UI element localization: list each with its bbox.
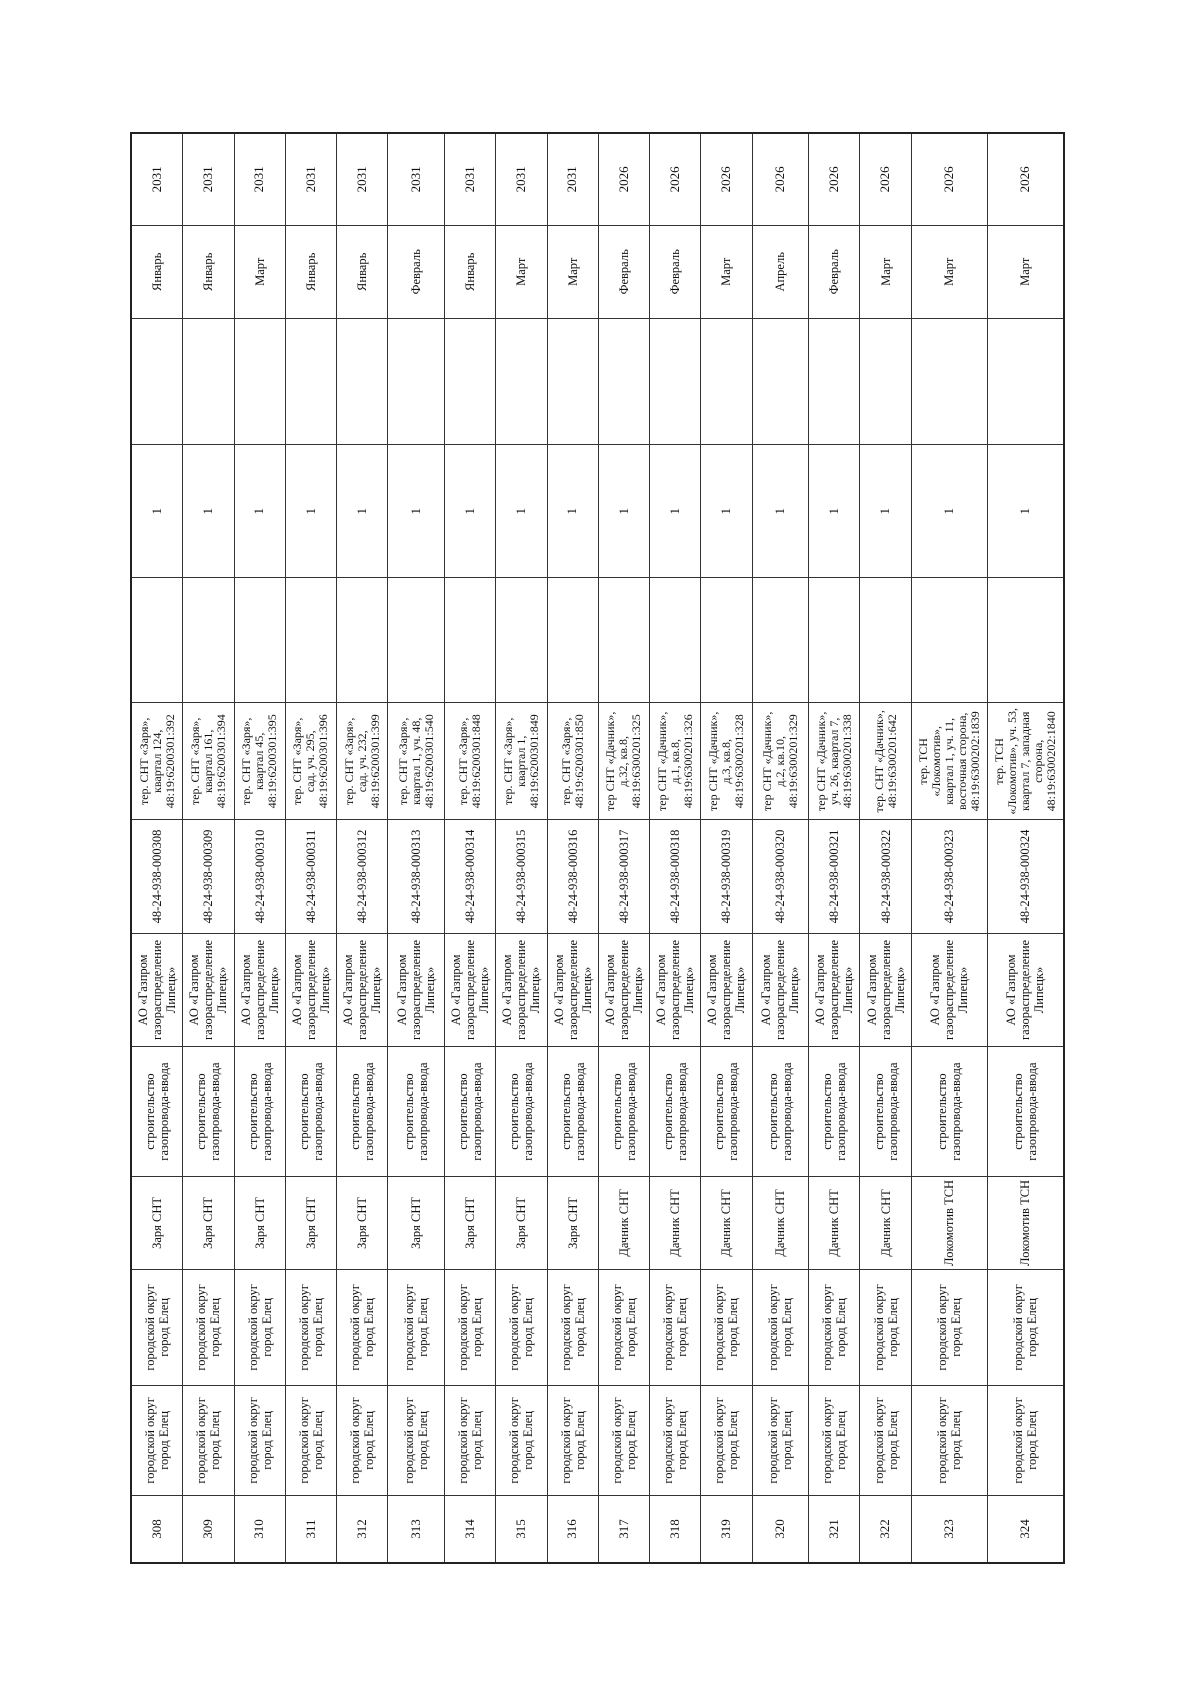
quantity-cell: 1 bbox=[388, 445, 445, 578]
object-code-cell: 48-24-938-000321 bbox=[809, 820, 860, 934]
organization-cell: АО «Газпром газораспределение Липецк» bbox=[650, 933, 701, 1047]
quantity-cell: 1 bbox=[445, 445, 496, 578]
empty-cell bbox=[234, 578, 285, 703]
settlement-cell: городской округ город Елец bbox=[650, 1270, 701, 1386]
table-row bbox=[131, 133, 183, 1563]
empty-cell bbox=[650, 318, 701, 444]
work-type-cell: строительство газопровода-ввода bbox=[987, 1047, 1064, 1177]
address-cell: тер. ТСН «Локомотив», уч. 53, квартал 7, западная сторона, 48:19:6300202:1840 bbox=[987, 703, 1064, 820]
table-row bbox=[445, 133, 496, 1563]
gas-connection-table bbox=[130, 132, 1065, 1564]
table-row bbox=[337, 133, 388, 1563]
object-code-cell: 48-24-938-000312 bbox=[337, 820, 388, 934]
row-number: 315 bbox=[496, 1496, 547, 1563]
quantity-cell: 1 bbox=[234, 445, 285, 578]
organization-cell: АО «Газпром газораспределение Липецк» bbox=[285, 933, 336, 1047]
municipal-district-cell: городской округ город Елец bbox=[598, 1385, 649, 1495]
object-code-cell: 48-24-938-000311 bbox=[285, 820, 336, 934]
empty-cell bbox=[650, 578, 701, 703]
object-name-cell: Заря СНТ bbox=[388, 1176, 445, 1269]
object-code-cell: 48-24-938-000319 bbox=[701, 820, 752, 934]
table-row bbox=[911, 133, 987, 1563]
row-number: 311 bbox=[285, 1496, 336, 1563]
month-cell: Март bbox=[547, 225, 598, 318]
row-number: 323 bbox=[911, 1496, 987, 1563]
address-cell: тер СНТ «Дачник», д.2, кв.10, 48:19:6300201:329 bbox=[752, 703, 809, 820]
quantity-cell: 1 bbox=[701, 445, 752, 578]
empty-cell bbox=[388, 578, 445, 703]
row-number: 319 bbox=[701, 1496, 752, 1563]
object-code-cell: 48-24-938-000308 bbox=[131, 820, 183, 934]
object-code-cell: 48-24-938-000322 bbox=[860, 820, 911, 934]
month-cell: Март bbox=[234, 225, 285, 318]
organization-cell: АО «Газпром газораспределение Липецк» bbox=[752, 933, 809, 1047]
table-row bbox=[809, 133, 860, 1563]
object-name-cell: Дачник СНТ bbox=[701, 1176, 752, 1269]
row-number: 317 bbox=[598, 1496, 649, 1563]
organization-cell: АО «Газпром газораспределение Липецк» bbox=[911, 933, 987, 1047]
empty-cell bbox=[337, 318, 388, 444]
organization-cell: АО «Газпром газораспределение Липецк» bbox=[701, 933, 752, 1047]
object-name-cell: Дачник СНТ bbox=[598, 1176, 649, 1269]
empty-cell bbox=[598, 318, 649, 444]
work-type-cell: строительство газопровода-ввода bbox=[598, 1047, 649, 1177]
table-row bbox=[388, 133, 445, 1563]
quantity-cell: 1 bbox=[752, 445, 809, 578]
municipal-district-cell: городской округ город Елец bbox=[987, 1385, 1064, 1495]
empty-cell bbox=[752, 578, 809, 703]
municipal-district-cell: городской округ город Елец bbox=[131, 1385, 183, 1495]
year-cell: 2031 bbox=[445, 133, 496, 225]
month-cell: Февраль bbox=[809, 225, 860, 318]
settlement-cell: городской округ город Елец bbox=[285, 1270, 336, 1386]
address-cell: тер СНТ «Дачник», д.3, кв.8, 48:19:6300201:328 bbox=[701, 703, 752, 820]
address-cell: тер. СНТ «Заря», 48:19:6200301:850 bbox=[547, 703, 598, 820]
work-type-cell: строительство газопровода-ввода bbox=[547, 1047, 598, 1177]
empty-cell bbox=[496, 318, 547, 444]
year-cell: 2031 bbox=[547, 133, 598, 225]
work-type-cell: строительство газопровода-ввода bbox=[701, 1047, 752, 1177]
object-name-cell: Заря СНТ bbox=[234, 1176, 285, 1269]
municipal-district-cell: городской округ город Елец bbox=[337, 1385, 388, 1495]
empty-cell bbox=[496, 578, 547, 703]
year-cell: 2031 bbox=[285, 133, 336, 225]
row-number: 320 bbox=[752, 1496, 809, 1563]
settlement-cell: городской округ город Елец bbox=[809, 1270, 860, 1386]
month-cell: Февраль bbox=[388, 225, 445, 318]
table-row bbox=[701, 133, 752, 1563]
municipal-district-cell: городской округ город Елец bbox=[183, 1385, 234, 1495]
object-name-cell: Дачник СНТ bbox=[860, 1176, 911, 1269]
address-cell: тер СНТ «Дачник», д.1, кв.8, 48:19:6300201:326 bbox=[650, 703, 701, 820]
row-number: 318 bbox=[650, 1496, 701, 1563]
table-row bbox=[496, 133, 547, 1563]
empty-cell bbox=[131, 578, 183, 703]
address-cell: тер. СНТ «Заря», квартал 45, 48:19:6200301:395 bbox=[234, 703, 285, 820]
work-type-cell: строительство газопровода-ввода bbox=[650, 1047, 701, 1177]
year-cell: 2026 bbox=[701, 133, 752, 225]
work-type-cell: строительство газопровода-ввода bbox=[911, 1047, 987, 1177]
row-number: 313 bbox=[388, 1496, 445, 1563]
object-name-cell: Заря СНТ bbox=[183, 1176, 234, 1269]
object-name-cell: Дачник СНТ bbox=[809, 1176, 860, 1269]
table-row bbox=[285, 133, 336, 1563]
address-cell: тер. СНТ «Заря», квартал 161, 48:19:6200301:394 bbox=[183, 703, 234, 820]
organization-cell: АО «Газпром газораспределение Липецк» bbox=[809, 933, 860, 1047]
month-cell: Январь bbox=[131, 225, 183, 318]
empty-cell bbox=[860, 578, 911, 703]
year-cell: 2026 bbox=[987, 133, 1064, 225]
month-cell: Март bbox=[496, 225, 547, 318]
row-number: 314 bbox=[445, 1496, 496, 1563]
municipal-district-cell: городской округ город Елец bbox=[911, 1385, 987, 1495]
municipal-district-cell: городской округ город Елец bbox=[285, 1385, 336, 1495]
organization-cell: АО «Газпром газораспределение Липецк» bbox=[445, 933, 496, 1047]
table-row bbox=[183, 133, 234, 1563]
object-code-cell: 48-24-938-000316 bbox=[547, 820, 598, 934]
settlement-cell: городской округ город Елец bbox=[987, 1270, 1064, 1386]
object-code-cell: 48-24-938-000318 bbox=[650, 820, 701, 934]
organization-cell: АО «Газпром газораспределение Липецк» bbox=[987, 933, 1064, 1047]
month-cell: Февраль bbox=[650, 225, 701, 318]
empty-cell bbox=[752, 318, 809, 444]
object-code-cell: 48-24-938-000323 bbox=[911, 820, 987, 934]
row-number: 309 bbox=[183, 1496, 234, 1563]
address-cell: тер СНТ «Дачник», д.32, кв.8, 48:19:6300201:325 bbox=[598, 703, 649, 820]
quantity-cell: 1 bbox=[809, 445, 860, 578]
object-code-cell: 48-24-938-000320 bbox=[752, 820, 809, 934]
address-cell: тер. СНТ «Дачник», 48:19:6300201:642 bbox=[860, 703, 911, 820]
quantity-cell: 1 bbox=[337, 445, 388, 578]
municipal-district-cell: городской округ город Елец bbox=[809, 1385, 860, 1495]
empty-cell bbox=[598, 578, 649, 703]
empty-cell bbox=[911, 578, 987, 703]
municipal-district-cell: городской округ город Елец bbox=[701, 1385, 752, 1495]
row-number: 316 bbox=[547, 1496, 598, 1563]
empty-cell bbox=[987, 578, 1064, 703]
quantity-cell: 1 bbox=[598, 445, 649, 578]
address-cell: тер. СНТ «Заря», квартал 1, уч. 48, 48:19:6200301:540 bbox=[388, 703, 445, 820]
empty-cell bbox=[445, 318, 496, 444]
empty-cell bbox=[183, 318, 234, 444]
empty-cell bbox=[809, 578, 860, 703]
object-code-cell: 48-24-938-000317 bbox=[598, 820, 649, 934]
year-cell: 2031 bbox=[388, 133, 445, 225]
address-cell: тер. СНТ «Заря», сад. уч. 295, 48:19:6200301:396 bbox=[285, 703, 336, 820]
month-cell: Январь bbox=[183, 225, 234, 318]
object-name-cell: Заря СНТ bbox=[337, 1176, 388, 1269]
settlement-cell: городской округ город Елец bbox=[388, 1270, 445, 1386]
empty-cell bbox=[911, 318, 987, 444]
organization-cell: АО «Газпром газораспределение Липецк» bbox=[234, 933, 285, 1047]
work-type-cell: строительство газопровода-ввода bbox=[285, 1047, 336, 1177]
work-type-cell: строительство газопровода-ввода bbox=[809, 1047, 860, 1177]
quantity-cell: 1 bbox=[183, 445, 234, 578]
month-cell: Март bbox=[860, 225, 911, 318]
organization-cell: АО «Газпром газораспределение Липецк» bbox=[496, 933, 547, 1047]
month-cell: Январь bbox=[445, 225, 496, 318]
month-cell: Март bbox=[701, 225, 752, 318]
empty-cell bbox=[285, 578, 336, 703]
quantity-cell: 1 bbox=[131, 445, 183, 578]
quantity-cell: 1 bbox=[650, 445, 701, 578]
row-number: 310 bbox=[234, 1496, 285, 1563]
municipal-district-cell: городской округ город Елец bbox=[650, 1385, 701, 1495]
object-code-cell: 48-24-938-000315 bbox=[496, 820, 547, 934]
empty-cell bbox=[809, 318, 860, 444]
object-name-cell: Заря СНТ bbox=[131, 1176, 183, 1269]
address-cell: тер. СНТ «Заря», квартал 1, 48:19:6200301:849 bbox=[496, 703, 547, 820]
object-code-cell: 48-24-938-000309 bbox=[183, 820, 234, 934]
object-name-cell: Заря СНТ bbox=[547, 1176, 598, 1269]
work-type-cell: строительство газопровода-ввода bbox=[388, 1047, 445, 1177]
object-name-cell: Заря СНТ bbox=[445, 1176, 496, 1269]
address-cell: тер. СНТ «Заря», сад. уч. 232, 48:19:6200301:399 bbox=[337, 703, 388, 820]
month-cell: Январь bbox=[285, 225, 336, 318]
quantity-cell: 1 bbox=[285, 445, 336, 578]
month-cell: Февраль bbox=[598, 225, 649, 318]
empty-cell bbox=[131, 318, 183, 444]
quantity-cell: 1 bbox=[911, 445, 987, 578]
year-cell: 2026 bbox=[650, 133, 701, 225]
organization-cell: АО «Газпром газораспределение Липецк» bbox=[860, 933, 911, 1047]
address-cell: тер. ТСН «Локомотив», квартал 1, уч. 11, восточная сторона, 48:19:6300202:1839 bbox=[911, 703, 987, 820]
settlement-cell: городской округ город Елец bbox=[911, 1270, 987, 1386]
organization-cell: АО «Газпром газораспределение Липецк» bbox=[598, 933, 649, 1047]
settlement-cell: городской округ город Елец bbox=[547, 1270, 598, 1386]
settlement-cell: городской округ город Елец bbox=[752, 1270, 809, 1386]
table-row bbox=[547, 133, 598, 1563]
month-cell: Март bbox=[987, 225, 1064, 318]
empty-cell bbox=[445, 578, 496, 703]
work-type-cell: строительство газопровода-ввода bbox=[183, 1047, 234, 1177]
month-cell: Апрель bbox=[752, 225, 809, 318]
settlement-cell: городской округ город Елец bbox=[183, 1270, 234, 1386]
work-type-cell: строительство газопровода-ввода bbox=[131, 1047, 183, 1177]
empty-cell bbox=[388, 318, 445, 444]
object-name-cell: Заря СНТ bbox=[496, 1176, 547, 1269]
table-row bbox=[598, 133, 649, 1563]
work-type-cell: строительство газопровода-ввода bbox=[860, 1047, 911, 1177]
organization-cell: АО «Газпром газораспределение Липецк» bbox=[388, 933, 445, 1047]
municipal-district-cell: городской округ город Елец bbox=[234, 1385, 285, 1495]
municipal-district-cell: городской округ город Елец bbox=[496, 1385, 547, 1495]
work-type-cell: строительство газопровода-ввода bbox=[445, 1047, 496, 1177]
municipal-district-cell: городской округ город Елец bbox=[860, 1385, 911, 1495]
year-cell: 2026 bbox=[860, 133, 911, 225]
municipal-district-cell: городской округ город Елец bbox=[547, 1385, 598, 1495]
object-name-cell: Дачник СНТ bbox=[752, 1176, 809, 1269]
year-cell: 2031 bbox=[234, 133, 285, 225]
year-cell: 2031 bbox=[337, 133, 388, 225]
empty-cell bbox=[860, 318, 911, 444]
object-code-cell: 48-24-938-000324 bbox=[987, 820, 1064, 934]
empty-cell bbox=[234, 318, 285, 444]
object-name-cell: Локомотив ТСН bbox=[987, 1176, 1064, 1269]
row-number: 322 bbox=[860, 1496, 911, 1563]
organization-cell: АО «Газпром газораспределение Липецк» bbox=[131, 933, 183, 1047]
municipal-district-cell: городской округ город Елец bbox=[388, 1385, 445, 1495]
year-cell: 2031 bbox=[183, 133, 234, 225]
table-row bbox=[234, 133, 285, 1563]
table-row bbox=[987, 133, 1064, 1563]
address-cell: тер. СНТ «Заря», квартал 124, 48:19:6200301:392 bbox=[131, 703, 183, 820]
work-type-cell: строительство газопровода-ввода bbox=[234, 1047, 285, 1177]
row-number: 308 bbox=[131, 1496, 183, 1563]
empty-cell bbox=[183, 578, 234, 703]
empty-cell bbox=[547, 318, 598, 444]
settlement-cell: городской округ город Елец bbox=[496, 1270, 547, 1386]
month-cell: Март bbox=[911, 225, 987, 318]
settlement-cell: городской округ город Елец bbox=[701, 1270, 752, 1386]
settlement-cell: городской округ город Елец bbox=[131, 1270, 183, 1386]
quantity-cell: 1 bbox=[496, 445, 547, 578]
table-row bbox=[752, 133, 809, 1563]
empty-cell bbox=[547, 578, 598, 703]
year-cell: 2026 bbox=[911, 133, 987, 225]
address-cell: тер СНТ «Дачник», уч. 26, квартал 7, 48:19:6300201:338 bbox=[809, 703, 860, 820]
object-name-cell: Локомотив ТСН bbox=[911, 1176, 987, 1269]
address-cell: тер. СНТ «Заря», 48:19:6200301:848 bbox=[445, 703, 496, 820]
settlement-cell: городской округ город Елец bbox=[234, 1270, 285, 1386]
settlement-cell: городской округ город Елец bbox=[445, 1270, 496, 1386]
quantity-cell: 1 bbox=[547, 445, 598, 578]
quantity-cell: 1 bbox=[860, 445, 911, 578]
object-code-cell: 48-24-938-000314 bbox=[445, 820, 496, 934]
settlement-cell: городской округ город Елец bbox=[337, 1270, 388, 1386]
empty-cell bbox=[285, 318, 336, 444]
empty-cell bbox=[701, 318, 752, 444]
year-cell: 2026 bbox=[809, 133, 860, 225]
municipal-district-cell: городской округ город Елец bbox=[752, 1385, 809, 1495]
row-number: 312 bbox=[337, 1496, 388, 1563]
object-code-cell: 48-24-938-000313 bbox=[388, 820, 445, 934]
organization-cell: АО «Газпром газораспределение Липецк» bbox=[337, 933, 388, 1047]
settlement-cell: городской округ город Елец bbox=[598, 1270, 649, 1386]
table-row bbox=[860, 133, 911, 1563]
year-cell: 2031 bbox=[131, 133, 183, 225]
rotated-table-sheet bbox=[130, 132, 1065, 1564]
work-type-cell: строительство газопровода-ввода bbox=[496, 1047, 547, 1177]
year-cell: 2026 bbox=[598, 133, 649, 225]
empty-cell bbox=[337, 578, 388, 703]
month-cell: Январь bbox=[337, 225, 388, 318]
empty-cell bbox=[987, 318, 1064, 444]
table-row bbox=[650, 133, 701, 1563]
object-code-cell: 48-24-938-000310 bbox=[234, 820, 285, 934]
municipal-district-cell: городской округ город Елец bbox=[445, 1385, 496, 1495]
year-cell: 2031 bbox=[496, 133, 547, 225]
object-name-cell: Заря СНТ bbox=[285, 1176, 336, 1269]
organization-cell: АО «Газпром газораспределение Липецк» bbox=[183, 933, 234, 1047]
settlement-cell: городской округ город Елец bbox=[860, 1270, 911, 1386]
row-number: 321 bbox=[809, 1496, 860, 1563]
work-type-cell: строительство газопровода-ввода bbox=[752, 1047, 809, 1177]
work-type-cell: строительство газопровода-ввода bbox=[337, 1047, 388, 1177]
quantity-cell: 1 bbox=[987, 445, 1064, 578]
row-number: 324 bbox=[987, 1496, 1064, 1563]
empty-cell bbox=[701, 578, 752, 703]
year-cell: 2026 bbox=[752, 133, 809, 225]
object-name-cell: Дачник СНТ bbox=[650, 1176, 701, 1269]
organization-cell: АО «Газпром газораспределение Липецк» bbox=[547, 933, 598, 1047]
